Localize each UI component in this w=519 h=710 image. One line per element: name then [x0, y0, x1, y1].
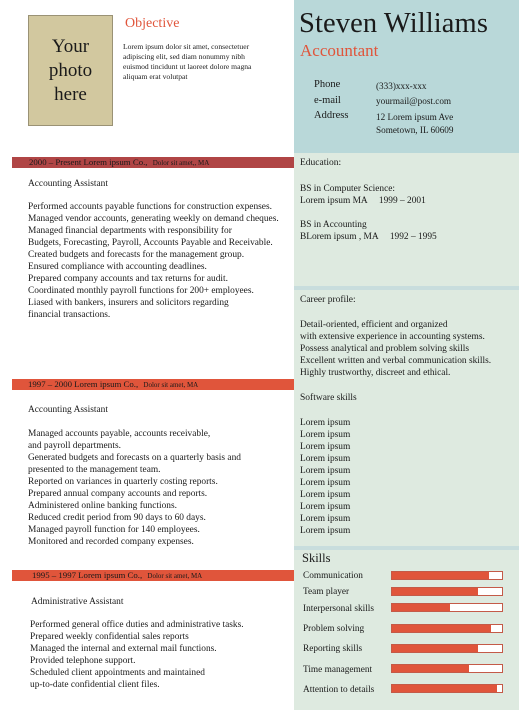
skill-label: Time management — [303, 665, 373, 675]
software-item: Lorem ipsum — [300, 478, 351, 488]
skill-label: Attention to details — [303, 685, 375, 695]
education-degree: BS in Accounting — [300, 220, 367, 230]
career-line: Possess analytical and problem solving skills — [300, 344, 469, 354]
education-item — [300, 183, 426, 207]
experience-period: 2000 – Present Lorem ipsum Co., — [29, 157, 148, 167]
skill-label: Problem solving — [303, 624, 365, 634]
objective-line: Lorem ipsum dolor sit amet, consectetuer — [123, 42, 250, 51]
software-item: Lorem ipsum — [300, 514, 351, 524]
skill-meter-fill — [392, 645, 478, 652]
skill-label: Communication — [303, 571, 363, 581]
skill-meter — [391, 571, 503, 580]
duty-line: Managed accounts payable, accounts receivable, — [28, 429, 211, 439]
duty-line: Ensured compliance with accounting deadlines. — [28, 262, 207, 272]
software-item: Lorem ipsum — [300, 454, 351, 464]
duty-line: Managed payroll function for 140 employees. — [28, 525, 200, 535]
software-item: Lorem ipsum — [300, 466, 351, 476]
objective-line: aliquam erat volutpat — [123, 72, 188, 81]
duty-line: Prepared company accounts and tax returns for audit. — [28, 274, 228, 284]
photo-text-line: photo — [48, 59, 93, 81]
skill-meter — [391, 644, 503, 653]
address-line: 12 Lorem ipsum Ave — [376, 112, 454, 122]
experience-header — [12, 379, 294, 390]
duty-line: Coordinated monthly payroll functions for 200+ employees. — [28, 286, 254, 296]
skill-meter-fill — [392, 604, 450, 611]
skill-label: Reporting skills — [303, 644, 363, 654]
address-label: Address — [314, 110, 349, 121]
education-detail: BLorem ipsum , MA 1992 – 1995 — [300, 232, 437, 242]
duty-line: Prepared weekly confidential sales reports — [30, 632, 189, 642]
skill-meter-fill — [392, 572, 489, 579]
career-line: with extensive experience in accounting systems. — [300, 332, 485, 342]
software-list — [300, 417, 350, 537]
career-line: Highly trustworthy, discreet and ethical. — [300, 368, 451, 378]
experience-duties — [30, 619, 244, 691]
skills-title: Skills — [302, 551, 331, 565]
duty-line: Reduced credit period from 90 days to 60 days. — [28, 513, 206, 523]
photo-placeholder — [28, 15, 113, 126]
career-line: Detail-oriented, efficient and organized — [300, 320, 448, 330]
duty-line: Administered online banking functions. — [28, 501, 177, 511]
phone-label: Phone — [314, 79, 341, 90]
duty-line: Managed vendor accounts, generating weekly on demand cheques. — [28, 214, 279, 224]
duty-line: Budgets, Forecasting, Payroll, Accounts Payable and Receivable. — [28, 238, 273, 248]
person-name: Steven Williams — [299, 8, 489, 39]
experience-place: Dolor sit amet, MA — [147, 572, 203, 580]
experience-title: Accounting Assistant — [28, 179, 108, 189]
skill-meter-fill — [392, 588, 478, 595]
skill-meter — [391, 603, 503, 612]
photo-text-line: Your — [51, 35, 90, 57]
objective-title: Objective — [125, 16, 180, 31]
skill-meter-fill — [392, 665, 469, 672]
software-item: Lorem ipsum — [300, 502, 351, 512]
duty-line: Performed accounts payable functions for construction expenses. — [28, 202, 272, 212]
career-text — [300, 319, 491, 379]
experience-place: Dolor sit amet,, MA — [152, 159, 210, 167]
experience-period: 1997 – 2000 Lorem ipsum Co., — [28, 379, 139, 389]
experience-period: 1995 – 1997 Lorem ipsum Co., — [32, 570, 143, 580]
skill-meter — [391, 587, 503, 596]
duty-line: Managed financial departments with responsibility for — [28, 226, 232, 236]
divider — [294, 286, 519, 290]
software-item: Lorem ipsum — [300, 490, 351, 500]
career-line: Excellent written and verbal communication skills. — [300, 356, 492, 366]
skill-meter — [391, 664, 503, 673]
experience-header — [12, 570, 294, 581]
divider — [294, 546, 519, 550]
software-item: Lorem ipsum — [300, 526, 351, 536]
duty-line: up-to-date confidential client files. — [30, 680, 160, 690]
skill-label: Interpersonal skills — [303, 604, 375, 614]
duty-line: presented to the management team. — [28, 465, 161, 475]
software-item: Lorem ipsum — [300, 442, 351, 452]
duty-line: Reported on variances in quarterly costing reports. — [28, 477, 218, 487]
duty-line: Liased with bankers, insurers and solicitors regarding — [28, 298, 229, 308]
experience-header — [12, 157, 294, 168]
email-label: e-mail — [314, 95, 341, 106]
objective-line: euismod tincidunt ut laoreet dolore magna — [123, 62, 252, 71]
phone-value: (333)xxx-xxx — [376, 81, 427, 91]
skill-meter-fill — [392, 685, 497, 692]
address-value — [376, 111, 454, 137]
duty-line: financial transactions. — [28, 310, 111, 320]
experience-duties — [28, 201, 279, 321]
duty-line: Scheduled client appointments and maintained — [30, 668, 205, 678]
objective-line: adipiscing elit, sed diam nonummy nibh — [123, 52, 245, 61]
skill-label: Team player — [303, 587, 350, 597]
experience-duties — [28, 428, 241, 548]
objective-text — [123, 42, 295, 82]
career-title: Career profile: — [300, 295, 356, 305]
duty-line: and payroll departments. — [28, 441, 121, 451]
experience-place: Dolor sit amet, MA — [143, 381, 199, 389]
duty-line: Generated budgets and forecasts on a quarterly basis and — [28, 453, 241, 463]
experience-title: Administrative Assistant — [31, 597, 124, 607]
duty-line: Performed general office duties and administrative tasks. — [30, 620, 244, 630]
experience-title: Accounting Assistant — [28, 405, 108, 415]
duty-line: Provided telephone support. — [30, 656, 136, 666]
duty-line: Monitored and recorded company expenses. — [28, 537, 194, 547]
address-line: Sometown, IL 60609 — [376, 125, 454, 135]
software-item: Lorem ipsum — [300, 418, 351, 428]
duty-line: Created budgets and forecasts for the management group. — [28, 250, 245, 260]
duty-line: Managed the internal and external mail functions. — [30, 644, 217, 654]
skill-meter — [391, 624, 503, 633]
photo-text-line: here — [54, 83, 87, 105]
email-value: yourmail@post.com — [376, 96, 452, 106]
duty-line: Prepared annual company accounts and reports. — [28, 489, 208, 499]
skill-meter — [391, 684, 503, 693]
education-title: Education: — [300, 158, 342, 168]
education-item — [300, 219, 437, 243]
job-role: Accountant — [300, 41, 379, 60]
education-degree: BS in Computer Science: — [300, 184, 396, 194]
software-item: Lorem ipsum — [300, 430, 351, 440]
education-detail: Lorem ipsum MA 1999 – 2001 — [300, 196, 426, 206]
software-title: Software skills — [300, 393, 357, 403]
skill-meter-fill — [392, 625, 491, 632]
